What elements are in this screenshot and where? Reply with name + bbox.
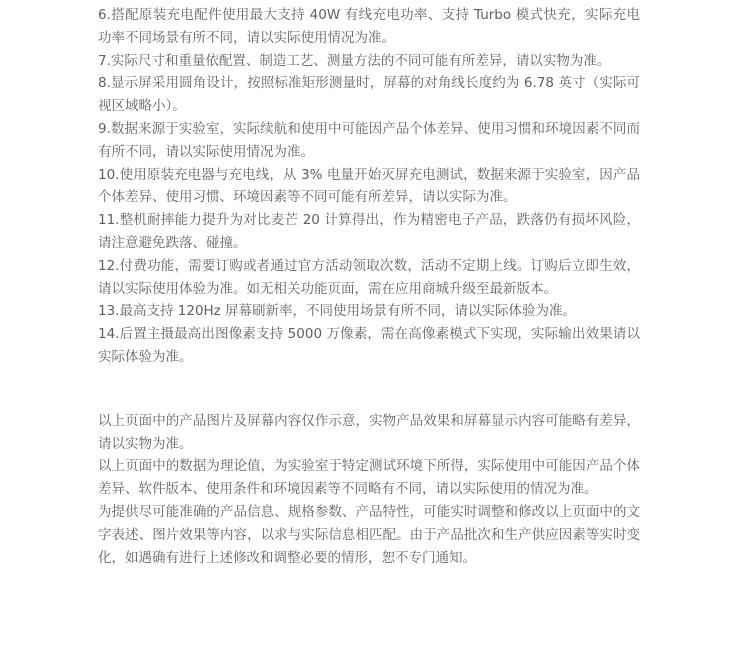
footnote-8: 8.显示屏采用圆角设计，按照标准矩形测量时，屏幕的对角线长度约为 6.78 英寸（实际可视区域略小）。: [98, 75, 640, 115]
footnote-7: 7.实际尺寸和重量依配置、制造工艺、测量方法的不同可能有所差异，请以实物为准。: [98, 52, 611, 69]
footnote-6: 6.搭配原装充电配件使用最大支持 40W 有线充电功率、支持 Turbo 模式快充，实际充电功率不同场景有所不同，请以实际使用情况为准。: [98, 7, 640, 46]
footnote-10: 10.使用原装充电器与充电线，从 3% 电量开始灭屏充电测试，数据来源于实验室，因产品个体差异、使用习惯、环境因素等不同可能有所差异，请以实际为准。: [98, 166, 640, 206]
footnote-14: 14.后置主摄最高出图像素支持 5000 万像素，需在高像素模式下实现，实际输出效果请以实际体验为准。: [98, 326, 640, 365]
disclaimer-section: [98, 410, 640, 570]
disclaimer-data: 以上页面中的数据为理论值，为实验室于特定测试环境下所得，实际使用中可能因产品个体差异、软件版本、使用条件和环境因素等不同略有不同，请以实际使用的情况为准。: [98, 458, 640, 498]
disclaimer-images: 以上页面中的产品图片及屏幕内容仅作示意，实物产品效果和屏幕显示内容可能略有差异，请以实物为准。: [98, 412, 640, 452]
footnote-13: 13.最高支持 120Hz 屏幕刷新率，不同使用场景有所不同，请以实际体验为准。: [98, 303, 577, 320]
footnotes-document: [98, 4, 640, 569]
footnote-12: 12.付费功能，需要订购或者通过官方活动领取次数，活动不定期上线。订购后立即生效，请以实际使用体验为准。如无相关功能页面，需在应用商城升级至最新版本。: [98, 257, 640, 297]
footnote-11: 11.整机耐摔能力提升为对比麦芒 20 计算得出，作为精密电子产品，跌落仍有损坏风险，请注意避免跌落、碰撞。: [98, 212, 640, 251]
footnote-9: 9.数据来源于实验室，实际续航和使用中可能因产品个体差异、使用习惯和环境因素不同而有所不同，请以实际使用情况为准。: [98, 120, 640, 160]
disclaimer-updates: 为提供尽可能准确的产品信息、规格参数、产品特性，可能实时调整和修改以上页面中的文字表述、图片效果等内容，以求与实际信息相匹配。由于产品批次和生产供应因素等实时变化，如遇确有进行上述修改和调整必要的情形，恕不专门通知。: [98, 503, 640, 566]
footnotes-list: [98, 4, 640, 369]
